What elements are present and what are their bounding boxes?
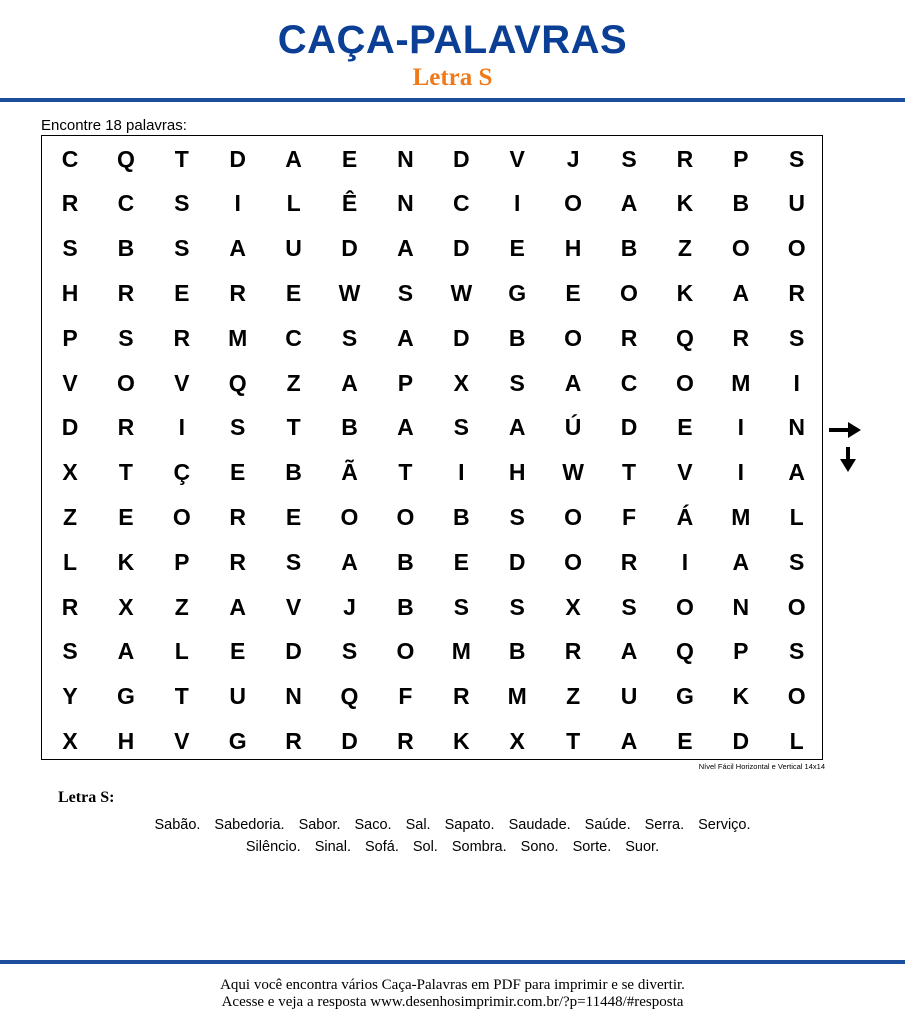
grid-letter: E	[285, 279, 302, 306]
grid-letter: O	[675, 369, 694, 396]
grid-letter: S	[789, 548, 805, 575]
grid-letter: V	[285, 593, 302, 620]
grid-letter: D	[229, 145, 246, 172]
grid-letter: B	[732, 190, 750, 217]
grid-letter: B	[341, 414, 358, 441]
grid-letter: O	[396, 638, 415, 665]
grid-letter: D	[452, 235, 470, 262]
word-item: Sorte.	[572, 839, 612, 855]
grid-letter: X	[62, 459, 78, 486]
grid-letter: D	[620, 414, 638, 441]
grid-letter: A	[117, 638, 135, 665]
grid-letter: I	[737, 414, 744, 441]
grid-letter: S	[62, 638, 78, 665]
grid-letter: I	[681, 548, 689, 575]
grid-letter: A	[285, 145, 302, 172]
grid-letter: Q	[228, 369, 247, 396]
grid-letter: A	[564, 369, 582, 396]
grid-letter: R	[117, 279, 135, 306]
word-item: Sal.	[405, 817, 431, 833]
word-item: Sabor.	[298, 817, 341, 833]
grid-letter: E	[509, 235, 525, 262]
grid-letter: Ç	[173, 459, 191, 486]
footer-link-text: Acesse e veja a resposta www.desenhosimprimir.com.br/?p=11448/#resposta	[221, 994, 684, 1010]
grid-letter: O	[620, 279, 638, 306]
grid-letter: Q	[675, 638, 694, 665]
grid-letter: S	[397, 279, 414, 306]
word-item: Sono.	[520, 839, 559, 855]
grid-letter: B	[508, 324, 526, 351]
grid-letter: A	[620, 638, 638, 665]
grid-letter: S	[509, 369, 525, 396]
grid-letter: B	[397, 548, 414, 575]
grid-letter: E	[341, 145, 358, 172]
grid-letter: C	[61, 145, 79, 172]
grid-letter: N	[788, 414, 805, 441]
instruction-text: Encontre 18 palavras:	[41, 117, 187, 134]
grid-letter: T	[621, 459, 637, 486]
grid-letter: O	[787, 683, 806, 710]
grid-letter: S	[118, 324, 134, 351]
top-divider	[0, 98, 905, 102]
grid-letter: H	[61, 279, 79, 306]
grid-letter: F	[398, 683, 413, 710]
grid-letter: P	[62, 324, 78, 351]
grid-letter: L	[789, 503, 804, 530]
grid-letter: V	[174, 369, 190, 396]
grid-letter: R	[620, 548, 638, 575]
grid-letter: A	[229, 593, 246, 620]
grid-letter: D	[341, 727, 358, 754]
arrow-right-icon	[828, 421, 862, 439]
grid-letter: B	[285, 459, 302, 486]
grid-letter: K	[676, 279, 694, 306]
word-item: Saúde.	[584, 817, 631, 833]
grid-letter: A	[397, 324, 414, 351]
grid-letter: U	[285, 235, 302, 262]
grid-letter: A	[397, 235, 414, 262]
grid-letter: A	[620, 190, 638, 217]
grid-letter: K	[676, 190, 694, 217]
grid-letter: R	[61, 593, 79, 620]
grid-letter: A	[229, 235, 246, 262]
grid-letter: P	[397, 369, 414, 396]
grid-letter: X	[453, 369, 469, 396]
grid-letter: Z	[566, 683, 581, 710]
grid-letter: M	[451, 638, 471, 665]
word-item: Sabão.	[154, 817, 201, 833]
grid-letter: A	[788, 459, 805, 486]
grid-letter: J	[343, 593, 356, 620]
grid-letter: R	[173, 324, 191, 351]
grid-letter: I	[234, 190, 241, 217]
grid-letter: X	[565, 593, 581, 620]
page-title: CAÇA-PALAVRAS	[277, 18, 628, 62]
grid-letter: T	[398, 459, 413, 486]
grid-letter: I	[793, 369, 800, 396]
grid-letter: G	[116, 683, 135, 710]
grid-letter: S	[174, 190, 190, 217]
grid-letter: B	[620, 235, 638, 262]
grid-letter: N	[397, 190, 414, 217]
grid-letter: X	[509, 727, 525, 754]
grid-letter: O	[564, 548, 583, 575]
grid-letter: U	[229, 683, 246, 710]
grid-letter: S	[509, 503, 525, 530]
word-item: Sapato.	[444, 817, 495, 833]
grid-letter: R	[397, 727, 414, 754]
grid-letter: S	[621, 593, 637, 620]
grid-letter: S	[174, 235, 190, 262]
grid-letter: U	[620, 683, 638, 710]
grid-letter: M	[228, 324, 248, 351]
grid-letter: O	[787, 593, 806, 620]
grid-letter: B	[508, 638, 526, 665]
grid-letter: S	[789, 324, 805, 351]
grid-letter: B	[452, 503, 470, 530]
grid-letter: G	[675, 683, 694, 710]
grid-letter: E	[677, 414, 693, 441]
word-search-grid	[41, 135, 823, 760]
grid-letter: S	[621, 145, 637, 172]
grid-letter: N	[732, 593, 750, 620]
difficulty-level: Nível Fácil Horizontal e Vertical 14x14	[698, 762, 825, 771]
page-subtitle: Letra S	[412, 64, 493, 91]
grid-letter: O	[340, 503, 359, 530]
arrow-down-icon	[838, 446, 858, 474]
grid-letter: E	[230, 638, 246, 665]
grid-letter: A	[620, 727, 638, 754]
grid-letter: R	[229, 548, 246, 575]
grid-letter: T	[118, 459, 133, 486]
grid-letter: O	[564, 503, 583, 530]
grid-letter: O	[172, 503, 191, 530]
grid-letter: P	[174, 548, 190, 575]
grid-letter: Ê	[341, 190, 358, 217]
grid-letter: E	[118, 503, 134, 530]
grid-letter: O	[675, 593, 694, 620]
grid-letter: E	[677, 727, 693, 754]
grid-letter: M	[507, 683, 527, 710]
word-item: Sombra.	[451, 839, 507, 855]
grid-letter: O	[564, 324, 583, 351]
grid-letter: R	[452, 683, 470, 710]
grid-letter: I	[178, 414, 185, 441]
word-item: Serra.	[644, 817, 685, 833]
grid-letter: W	[450, 279, 473, 306]
grid-letter: D	[508, 548, 526, 575]
grid-letter: A	[341, 548, 358, 575]
grid-letter: B	[117, 235, 135, 262]
grid-letter: R	[285, 727, 302, 754]
grid-letter: T	[566, 727, 581, 754]
word-item: Sabedoria.	[214, 817, 285, 833]
grid-letter: S	[453, 593, 469, 620]
grid-letter: O	[396, 503, 415, 530]
grid-letter: L	[174, 638, 189, 665]
grid-letter: R	[61, 190, 79, 217]
grid-letter: S	[230, 414, 246, 441]
grid-letter: L	[286, 190, 301, 217]
grid-letter: U	[788, 190, 805, 217]
grid-letter: X	[118, 593, 134, 620]
grid-letter: R	[117, 414, 135, 441]
grid-letter: O	[731, 235, 750, 262]
grid-letter: O	[787, 235, 806, 262]
grid-letter: R	[676, 145, 694, 172]
grid-letter: M	[731, 369, 751, 396]
grid-letter: C	[117, 190, 135, 217]
word-list-line-2	[0, 838, 905, 856]
grid-letter: S	[341, 638, 358, 665]
grid-letter: H	[564, 235, 582, 262]
grid-letter: S	[341, 324, 358, 351]
grid-letter: S	[789, 638, 805, 665]
grid-letter: R	[229, 279, 246, 306]
grid-letter: R	[229, 503, 246, 530]
grid-letter: Q	[116, 145, 135, 172]
grid-letter: K	[117, 548, 135, 575]
grid-letter: Ú	[564, 414, 582, 441]
word-item: Sofá.	[364, 839, 399, 855]
word-list-line-1	[0, 816, 905, 834]
grid-letter: O	[564, 190, 583, 217]
grid-letter: N	[285, 683, 302, 710]
grid-letter: R	[732, 324, 750, 351]
word-item: Sinal.	[314, 839, 351, 855]
grid-letter: Q	[675, 324, 694, 351]
grid-letter: E	[453, 548, 469, 575]
grid-letter: S	[453, 414, 469, 441]
grid-letter: H	[508, 459, 526, 486]
grid-letter: D	[452, 145, 470, 172]
word-item: Saudade.	[508, 817, 571, 833]
grid-letter: H	[117, 727, 135, 754]
grid-letter: G	[508, 279, 527, 306]
grid-letter: K	[452, 727, 470, 754]
grid-letter: P	[733, 638, 749, 665]
grid-letter: M	[731, 503, 751, 530]
grid-letter: A	[732, 548, 750, 575]
grid-letter: V	[174, 727, 190, 754]
word-item: Serviço.	[698, 817, 751, 833]
grid-letter: I	[458, 459, 465, 486]
grid-letter: I	[737, 459, 744, 486]
word-item: Saco.	[354, 817, 392, 833]
grid-letter: W	[562, 459, 584, 486]
grid-letter: D	[285, 638, 302, 665]
grid-letter: Y	[62, 683, 78, 710]
grid-letter: P	[733, 145, 749, 172]
grid-letter: S	[509, 593, 525, 620]
grid-letter: V	[62, 369, 78, 396]
grid-letter: E	[565, 279, 581, 306]
word-item: Sol.	[412, 839, 438, 855]
grid-letter: T	[174, 683, 189, 710]
grid-letter: G	[228, 727, 247, 754]
grid-letter: I	[513, 190, 521, 217]
grid-letter: L	[789, 727, 804, 754]
grid-letter: V	[509, 145, 525, 172]
word-item: Suor.	[625, 839, 660, 855]
grid-letter: S	[285, 548, 302, 575]
word-list-heading: Letra S:	[58, 789, 115, 806]
grid-letter: S	[789, 145, 805, 172]
grid-letter: Z	[174, 593, 189, 620]
grid-letter: A	[732, 279, 750, 306]
grid-letter: D	[732, 727, 750, 754]
grid-letter: N	[397, 145, 414, 172]
word-item: Silêncio.	[245, 839, 301, 855]
grid-letter: V	[677, 459, 693, 486]
footer-text: Aqui você encontra vários Caça-Palavras em PDF para imprimir e se divertir.	[220, 977, 685, 993]
grid-letter: E	[174, 279, 190, 306]
grid-letter: X	[62, 727, 78, 754]
grid-letter: E	[285, 503, 302, 530]
grid-letter: R	[788, 279, 805, 306]
grid-letter: O	[116, 369, 135, 396]
grid-letter: W	[338, 279, 361, 306]
grid-letter: L	[62, 548, 78, 575]
grid-letter: Ã	[341, 459, 358, 486]
grid-letter: Z	[286, 369, 301, 396]
grid-letter: A	[397, 414, 414, 441]
grid-letter: Á	[676, 503, 694, 530]
grid-letter: S	[62, 235, 78, 262]
grid-letter: B	[397, 593, 414, 620]
grid-letter: A	[508, 414, 526, 441]
grid-letter: K	[732, 683, 750, 710]
grid-letter: R	[620, 324, 638, 351]
grid-letter: A	[341, 369, 358, 396]
grid-letter: Z	[62, 503, 78, 530]
grid-letter: E	[230, 459, 246, 486]
grid-letter: Z	[677, 235, 692, 262]
grid-letter: C	[620, 369, 638, 396]
grid-letter: J	[566, 145, 580, 172]
bottom-divider	[0, 960, 905, 964]
grid-letter: C	[285, 324, 302, 351]
grid-letter: D	[341, 235, 358, 262]
grid-letter: D	[61, 414, 79, 441]
grid-letter: F	[621, 503, 637, 530]
grid-letter: Q	[340, 683, 359, 710]
grid-letter: T	[286, 414, 301, 441]
grid-letter: D	[452, 324, 470, 351]
grid-letter: T	[174, 145, 189, 172]
grid-letter: C	[452, 190, 470, 217]
grid-letter: R	[564, 638, 582, 665]
